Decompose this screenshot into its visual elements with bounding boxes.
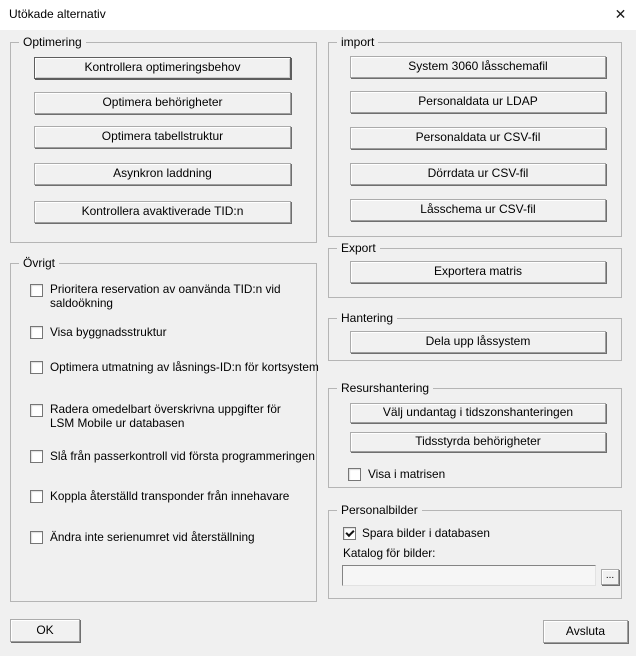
button-optimera-behorigheter[interactable]: Optimera behörigheter (34, 92, 291, 114)
checkbox-sla-fran-passerkontroll[interactable] (30, 450, 43, 463)
window-title: Utökade alternativ (9, 7, 106, 21)
checkbox-visa-i-matrisen-label: Visa i matrisen (368, 467, 446, 481)
checkbox-radera-omedelbart-label: Radera omedelbart överskrivna uppgifter för LSM Mobile ur databasen (50, 402, 281, 430)
checkbox-spara-bilder-label: Spara bilder i databasen (362, 526, 490, 540)
button-optimera-tabellstruktur[interactable]: Optimera tabellstruktur (34, 126, 291, 148)
group-optimering-label: Optimering (19, 35, 86, 50)
group-ovrigt-label: Övrigt (19, 256, 59, 271)
checkbox-optimera-utmatning[interactable] (30, 361, 43, 374)
group-import-label: import (337, 35, 378, 50)
button-tidsstyrda-behorigheter[interactable]: Tidsstyrda behörigheter (350, 432, 606, 452)
button-personaldata-ur-csv[interactable]: Personaldata ur CSV-fil (350, 127, 606, 149)
button-lasschema-ur-csv[interactable]: Låsschema ur CSV-fil (350, 199, 606, 221)
katalog-for-bilder-input[interactable] (342, 565, 596, 586)
browse-button[interactable]: ... (601, 569, 619, 585)
avsluta-button[interactable]: Avsluta (543, 620, 628, 643)
close-icon: ✕ (614, 6, 627, 22)
button-kontrollera-optimeringsbehov[interactable]: Kontrollera optimeringsbehov (34, 57, 291, 79)
button-kontrollera-avaktiverade-tid[interactable]: Kontrollera avaktiverade TID:n (34, 201, 291, 223)
checkbox-koppla-aterstalld-label: Koppla återställd transponder från innehavare (50, 489, 290, 503)
button-personaldata-ur-ldap[interactable]: Personaldata ur LDAP (350, 91, 606, 113)
group-personalbilder-label: Personalbilder (337, 503, 422, 518)
titlebar (0, 0, 636, 30)
button-dorrdata-ur-csv[interactable]: Dörrdata ur CSV-fil (350, 163, 606, 185)
button-dela-upp-lassystem[interactable]: Dela upp låssystem (350, 331, 606, 353)
button-valj-undantag-tidszonshanteringen[interactable]: Välj undantag i tidszonshanteringen (350, 403, 606, 423)
button-exportera-matris[interactable]: Exportera matris (350, 261, 606, 283)
checkbox-visa-byggnadsstruktur-label: Visa byggnadsstruktur (50, 325, 167, 339)
checkbox-optimera-utmatning-label: Optimera utmatning av låsnings-ID:n för kortsystem (50, 360, 319, 374)
group-resurshantering-label: Resurshantering (337, 381, 433, 396)
group-ovrigt (10, 256, 317, 602)
checkbox-spara-bilder[interactable] (343, 527, 356, 540)
checkbox-visa-byggnadsstruktur[interactable] (30, 326, 43, 339)
checkbox-prioritera-reservation[interactable] (30, 284, 43, 297)
checkbox-prioritera-reservation-label: Prioritera reservation av oanvända TID:n vid saldoökning (50, 282, 281, 310)
checkbox-andra-inte-serienumret[interactable] (30, 531, 43, 544)
checkbox-andra-inte-serienumret-label: Ändra inte serienumret vid återställning (50, 530, 255, 544)
button-asynkron-laddning[interactable]: Asynkron laddning (34, 163, 291, 185)
button-system-3060-lasschemafil[interactable]: System 3060 låsschemafil (350, 56, 606, 78)
katalog-for-bilder-label: Katalog för bilder: (343, 546, 436, 560)
checkbox-visa-i-matrisen[interactable] (348, 468, 361, 481)
group-hantering-label: Hantering (337, 311, 397, 326)
group-export-label: Export (337, 241, 380, 256)
checkbox-sla-fran-passerkontroll-label: Slå från passerkontroll vid första programmeringen (50, 449, 315, 463)
checkbox-radera-omedelbart[interactable] (30, 404, 43, 417)
ok-button[interactable]: OK (10, 619, 80, 642)
checkbox-koppla-aterstalld[interactable] (30, 490, 43, 503)
close-button[interactable] (607, 2, 634, 27)
